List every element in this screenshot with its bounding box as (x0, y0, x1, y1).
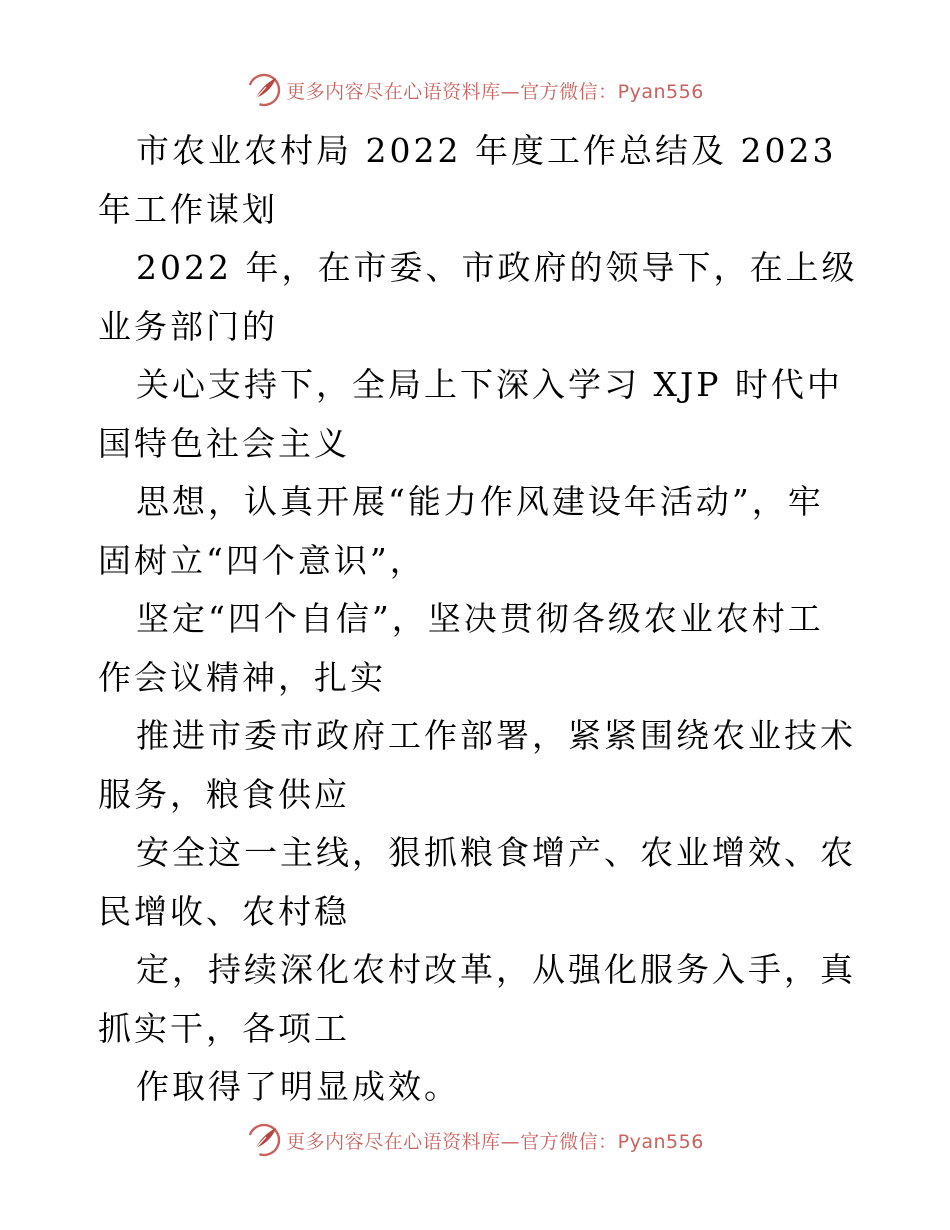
feather-pen-icon (246, 1122, 282, 1158)
paragraph-line: 2022 年，在市委、市政府的领导下，在上级业务部门的 (98, 248, 858, 346)
paragraph-line: 安全这一主线，狠抓粮食增产、农业增效、农民增收、农村稳 (98, 833, 856, 931)
paragraph-line: 坚定“四个自信”，坚决贯彻各级农业农村工作会议精神，扎实 (98, 599, 824, 697)
paragraph-line: 作取得了明显成效。 (136, 1067, 460, 1106)
paragraph-line: 推进市委市政府工作部署，紧紧围绕农业技术服务，粮食供应 (98, 716, 856, 814)
footer-watermark (0, 1120, 950, 1160)
document-title: 市农业农村局 2022 年度工作总结及 2023 年工作谋划 (98, 131, 850, 229)
paragraph-line: 定，持续深化农村改革，从强化服务入手，真抓实干，各项工 (98, 950, 856, 1048)
document-body (98, 122, 858, 1117)
header-watermark (0, 70, 950, 110)
watermark-text: 更多内容尽在心语资料库—官方微信：Pyan556 (286, 1130, 704, 1153)
watermark-text: 更多内容尽在心语资料库—官方微信：Pyan556 (286, 80, 704, 103)
paragraph-line: 关心支持下，全局上下深入学习 XJP 时代中国特色社会主义 (98, 365, 843, 463)
paragraph-line: 思想，认真开展“能力作风建设年活动”，牢固树立“四个意识”， (98, 482, 824, 580)
feather-pen-icon (246, 72, 282, 108)
